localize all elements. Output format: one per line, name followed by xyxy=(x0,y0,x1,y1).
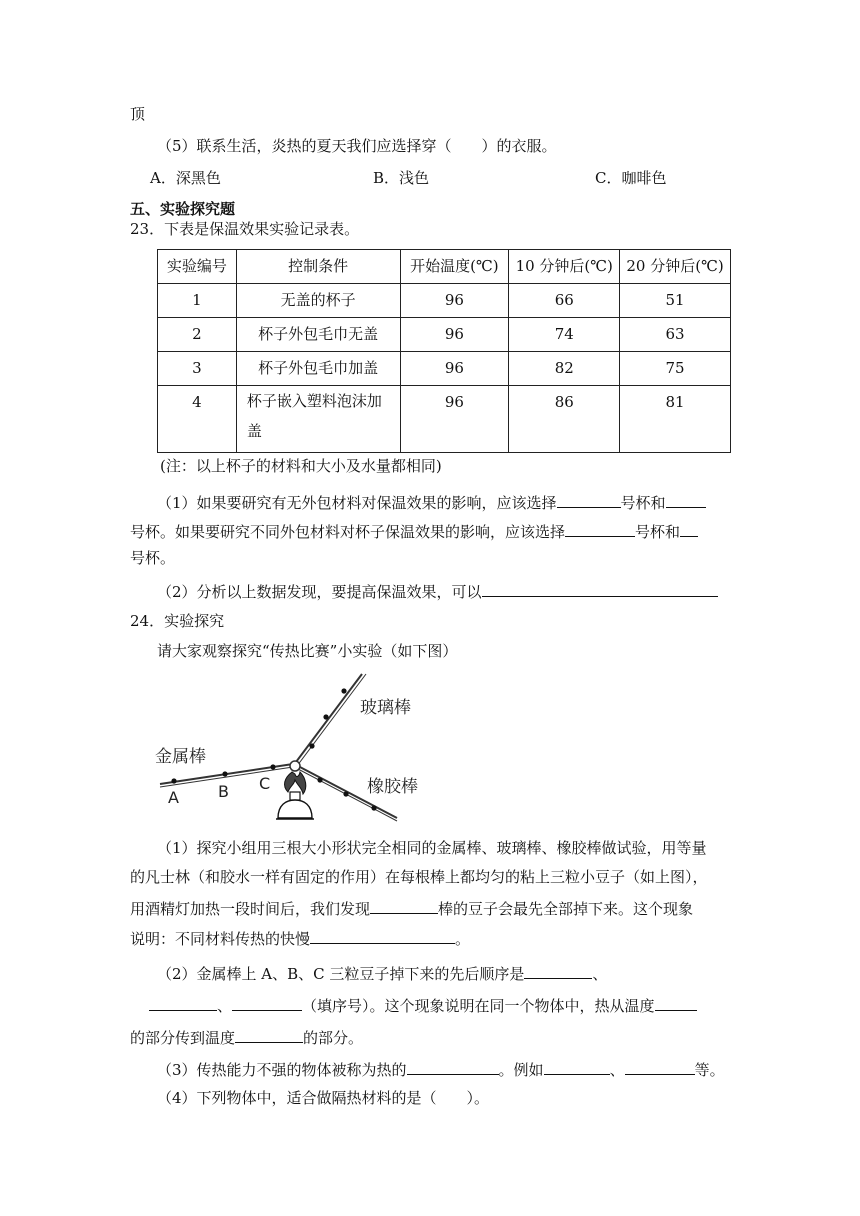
question-5-text: （5）联系生活，炎热的夏天我们应选择穿（ ）的衣服。 xyxy=(157,137,557,155)
header-cell: 20 分钟后(℃) xyxy=(620,250,731,284)
bean-dot xyxy=(371,805,376,810)
q24-part2-text-b: 、 xyxy=(592,965,608,983)
q24-part3-text-c: 、 xyxy=(609,1061,625,1079)
table-cell: 96 xyxy=(400,318,509,352)
q24-part2-line1 xyxy=(157,962,607,984)
q24-part4: （4）下列物体中，适合做隔热材料的是（ ）。 xyxy=(157,1089,490,1107)
table-cell: 2 xyxy=(158,318,237,352)
point-b-label: B xyxy=(218,782,229,801)
q24-part2-line2 xyxy=(149,994,697,1016)
q24-part3 xyxy=(157,1058,725,1080)
table-cell: 51 xyxy=(620,284,731,318)
q23-part2-text: （2）分析以上数据发现，要提高保温效果，可以 xyxy=(157,583,482,601)
table-cell: 无盖的杯子 xyxy=(236,284,400,318)
option-c: C．咖啡色 xyxy=(595,169,667,187)
heat-transfer-figure xyxy=(150,668,440,830)
q23-part1-text-c: 号杯。如果要研究不同外包材料对杯子保温效果的影响，应该选择 xyxy=(130,523,566,541)
table-cell: 63 xyxy=(620,318,731,352)
table-cell-text: 杯子嵌入塑料泡沫加盖 xyxy=(246,392,382,440)
table-cell: 82 xyxy=(509,352,620,386)
answer-blank[interactable] xyxy=(310,927,455,944)
flame-icon xyxy=(285,772,306,794)
metal-rod-label: 金属棒 xyxy=(155,747,206,767)
q23-part1-line2 xyxy=(130,520,698,542)
answer-blank[interactable] xyxy=(666,491,706,508)
answer-blank[interactable] xyxy=(407,1058,499,1075)
answer-blank[interactable] xyxy=(544,1058,610,1075)
q23-part1-line1 xyxy=(157,491,706,513)
table-row xyxy=(158,386,731,453)
table-row xyxy=(158,284,731,318)
answer-blank[interactable] xyxy=(655,994,697,1011)
answer-blank[interactable] xyxy=(232,994,302,1011)
bean-dot xyxy=(222,771,227,776)
table-row xyxy=(158,352,731,386)
bean-dot xyxy=(270,764,275,769)
q24-part2-line3 xyxy=(130,1026,363,1048)
glass-rod xyxy=(293,674,362,766)
table-cell: 81 xyxy=(620,386,731,453)
q24-part1-line4 xyxy=(130,927,470,949)
point-a-label: A xyxy=(168,788,179,807)
table-cell: 3 xyxy=(158,352,237,386)
alcohol-lamp-icon xyxy=(278,800,312,818)
q24-part2-text-a: （2）金属棒上 A、B、C 三粒豆子掉下来的先后顺序是 xyxy=(157,965,525,983)
bean-dot xyxy=(309,743,314,748)
table-cell: 74 xyxy=(509,318,620,352)
bean-dot xyxy=(341,688,346,693)
q24-part1-line3 xyxy=(130,897,693,919)
table-cell: 86 xyxy=(509,386,620,453)
rubber-rod-label: 橡胶棒 xyxy=(367,777,418,797)
table-cell: 96 xyxy=(400,284,509,318)
q24-part1-text-a: 用酒精灯加热一段时间后，我们发现 xyxy=(130,900,371,918)
point-c-label: C xyxy=(259,774,271,793)
answer-blank[interactable] xyxy=(625,1058,695,1075)
q24-part2-text-e: 的部分传到温度 xyxy=(130,1029,236,1047)
table-row xyxy=(158,318,731,352)
answer-blank[interactable] xyxy=(524,962,592,979)
glass-rod-edge xyxy=(297,674,366,766)
q23-part1-text-a: （1）如果要研究有无外包材料对保温效果的影响，应该选择 xyxy=(157,494,557,512)
header-cell: 开始温度(℃) xyxy=(400,250,509,284)
answer-blank[interactable] xyxy=(149,994,217,1011)
table-cell: 96 xyxy=(400,352,509,386)
table-cell: 杯子外包毛巾无盖 xyxy=(236,318,400,352)
q23-part1-text-b: 号杯和 xyxy=(620,494,666,512)
table-cell: 杯子外包毛巾加盖 xyxy=(236,352,400,386)
experiment-table xyxy=(157,249,731,453)
bean-dot xyxy=(171,778,176,783)
rod-junction xyxy=(290,761,300,771)
section-title: 五、实验探究题 xyxy=(130,200,236,218)
q24-part2-text-f: 的部分。 xyxy=(303,1029,364,1047)
q24-part1-line2: 的凡士林（和胶水一样有固定的作用）在每根棒上都均匀的粘上三粒小豆子（如上图）， xyxy=(130,868,708,886)
bean-dot xyxy=(343,791,348,796)
q24-part3-text-b: 。例如 xyxy=(498,1061,544,1079)
table-cell: 96 xyxy=(400,386,509,453)
table-header-row xyxy=(158,250,731,284)
q23-part2 xyxy=(157,580,718,602)
q23-part1-text-d: 号杯和 xyxy=(635,523,681,541)
bean-dot xyxy=(317,777,322,782)
answer-blank[interactable] xyxy=(557,491,621,508)
table-cell: 4 xyxy=(158,386,237,453)
answer-blank[interactable] xyxy=(370,897,438,914)
lamp-wick xyxy=(290,792,300,800)
table-cell: 1 xyxy=(158,284,237,318)
answer-blank[interactable] xyxy=(565,520,635,537)
q24-part3-text-a: （3）传热能力不强的物体被称为热的 xyxy=(157,1061,407,1079)
table-note: (注：以上杯子的材料和大小及水量都相同) xyxy=(160,457,442,475)
question-24-sub: 请大家观察探究“传热比赛”小实验（如下图） xyxy=(157,642,458,660)
glass-rod-label: 玻璃棒 xyxy=(360,698,411,718)
answer-blank[interactable] xyxy=(680,520,698,537)
table-cell xyxy=(236,386,400,453)
q24-part3-text-d: 等。 xyxy=(694,1061,725,1079)
header-cell: 10 分钟后(℃) xyxy=(509,250,620,284)
table-cell: 66 xyxy=(509,284,620,318)
q23-part1-line3: 号杯。 xyxy=(130,549,176,567)
table-cell: 75 xyxy=(620,352,731,386)
option-b: B．浅色 xyxy=(373,169,430,187)
q24-part1-line1: （1）探究小组用三根大小形状完全相同的金属棒、玻璃棒、橡胶棒做试验，用等量 xyxy=(157,839,707,857)
question-24-intro: 24．实验探究 xyxy=(130,612,225,630)
option-a: A．深黑色 xyxy=(150,169,221,187)
q24-part2-text-d: （填序号）。这个现象说明在同一个物体中，热从温度 xyxy=(302,997,655,1015)
header-cell: 控制条件 xyxy=(236,250,400,284)
continued-text: 顶 xyxy=(130,105,146,123)
answer-blank[interactable] xyxy=(235,1026,303,1043)
q24-part1-text-c: 说明：不同材料传热的快慢 xyxy=(130,930,311,948)
bean-dot xyxy=(323,714,328,719)
header-cell: 实验编号 xyxy=(158,250,237,284)
question-23-intro: 23．下表是保温效果实验记录表。 xyxy=(130,220,360,238)
answer-blank[interactable] xyxy=(482,580,718,597)
q24-part2-text-c: 、 xyxy=(217,997,233,1015)
q24-part1-text-b: 棒的豆子会最先全部掉下来。这个现象 xyxy=(438,900,694,918)
q24-part1-text-d: 。 xyxy=(455,930,471,948)
